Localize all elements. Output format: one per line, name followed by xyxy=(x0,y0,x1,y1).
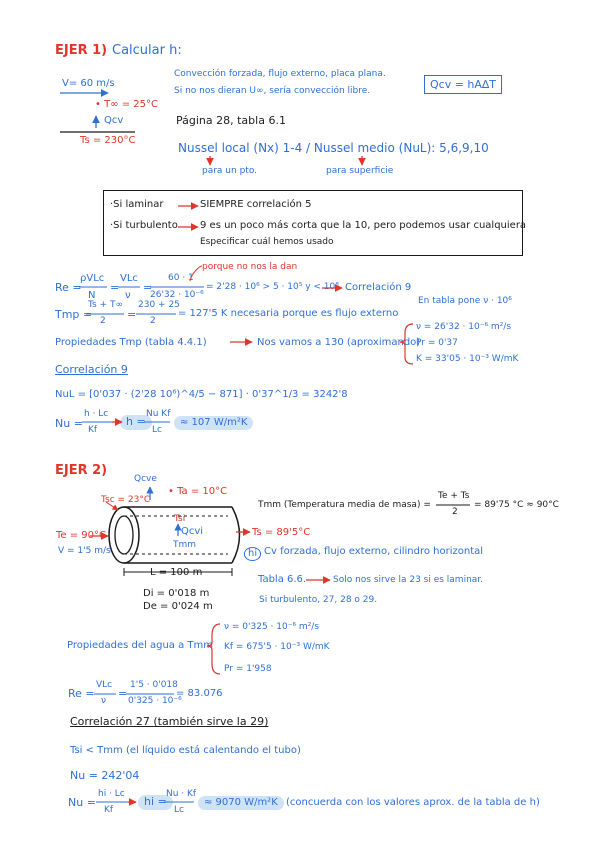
tsi-tmm-note: Tsi < Tmm (el líquido está calentando el tubo) xyxy=(70,745,301,756)
re-frac3-den: 26'32 · 10⁻⁶ xyxy=(150,290,204,300)
cv-description: Cv forzada, flujo externo, cilindro horizontal xyxy=(264,546,484,557)
convection-line-1: Convección forzada, flujo externo, placa plana. xyxy=(174,69,386,79)
nu2-frac-den: Kf xyxy=(104,805,114,815)
brace-properties-2 xyxy=(207,624,220,674)
h-equals: h = xyxy=(120,415,152,430)
nu-label: Nu = xyxy=(55,417,83,430)
prop-nu: ν = 26'32 · 10⁻⁶ m²/s xyxy=(416,322,512,332)
properties-label: Propiedades Tmp (tabla 4.4.1) xyxy=(55,337,207,348)
per-surface-note: para superficie xyxy=(326,166,394,176)
re-frac2-num: VLc xyxy=(120,273,138,284)
re2-equals: = xyxy=(118,687,128,700)
water-pr: Pr = 1'958 xyxy=(224,664,272,674)
hi-frac-num: Nu · Kf xyxy=(166,789,197,799)
properties-approx: Nos vamos a 130 (aproximando) xyxy=(257,337,421,348)
re2-frac2-den: 0'325 · 10⁻⁶ xyxy=(128,696,182,706)
nu-frac-num: h · Lc xyxy=(84,409,109,419)
ex1-task: Calcular h: xyxy=(112,43,182,58)
re-frac3-num: 60 · 1 xyxy=(168,273,194,283)
re-frac2-den: ν xyxy=(125,290,131,301)
re-result: = 2'28 · 10⁶ > 5 · 10⁵ y < 10⁸ xyxy=(206,282,339,292)
tsc-label: Tsc = 23°C xyxy=(101,495,151,505)
hi-circle: hi xyxy=(244,547,261,561)
tmp-equals: = xyxy=(127,308,137,321)
tmp-label: Tmp = xyxy=(55,308,93,321)
tmm-definition: Tmm (Temperatura media de masa) = xyxy=(258,500,431,510)
correlation-9-title: Correlación 9 xyxy=(55,363,128,376)
correlation-9-pointer: Correlación 9 xyxy=(345,282,412,293)
ta-label: • Ta = 10°C xyxy=(168,486,228,497)
rule-laminar: ·Si laminar xyxy=(110,199,164,210)
nu2-frac-num: hi · Lc xyxy=(98,789,125,799)
re-equals-2: = xyxy=(143,281,153,294)
tmp-result: = 127'5 K necesaria porque es flujo externo xyxy=(178,308,399,319)
tmp-frac2-den: 2 xyxy=(150,316,156,326)
te-label: Te = 90°C xyxy=(56,530,107,541)
nul-formula: NuL = [0'037 · (2'28 10⁶)^4/5 − 871] · 0'37^1/3 = 3242'8 xyxy=(55,389,348,400)
re2-label: Re = xyxy=(68,687,95,700)
water-properties-label: Propiedades del agua a Tmm xyxy=(67,640,213,651)
hi-equals: hi = xyxy=(138,795,173,810)
velocity-label: V= 60 m/s xyxy=(62,78,115,89)
water-kf: Kf = 675'5 · 10⁻³ W/mK xyxy=(224,642,330,652)
re-frac1-den: N xyxy=(88,290,96,301)
di-label: Di = 0'018 m xyxy=(143,588,210,599)
nusselt-local: Nussel local (Nx) 1-4 xyxy=(178,141,303,155)
tmp-frac2-num: 230 + 25 xyxy=(138,300,180,310)
ts-out-label: Ts = 89'5°C xyxy=(252,527,311,538)
tmm-label: Tmm xyxy=(173,540,197,550)
re2-value: = 83.076 xyxy=(176,688,223,699)
re2-frac1-num: VLc xyxy=(96,680,113,690)
correlation-27-title: Correlación 27 (también sirve la 29) xyxy=(70,715,269,728)
turbulent-options: Si turbulento, 27, 28 o 29. xyxy=(259,595,378,605)
tsi-label: Tsi xyxy=(174,514,186,524)
per-point-note: para un pto. xyxy=(202,166,258,176)
tmp-frac1-den: 2 xyxy=(100,316,106,326)
note-curve xyxy=(190,266,202,281)
h-frac-den: Lc xyxy=(152,425,162,435)
prop-k: K = 33'05 · 10⁻³ W/mK xyxy=(416,354,519,364)
table-6-6-note: Solo nos sirve la 23 si es laminar. xyxy=(333,575,484,585)
tmm-frac-den: 2 xyxy=(452,507,458,517)
de-label: De = 0'024 m xyxy=(143,601,213,612)
note-not-given: porque no nos la dan xyxy=(202,262,298,272)
re-equals: = xyxy=(110,281,120,294)
nu-value: Nu = 242'04 xyxy=(70,769,140,782)
hi-result: ≈ 9070 W/m²K xyxy=(198,796,284,810)
qcv-label: Qcv xyxy=(104,115,124,126)
ts-label: Ts = 230°C xyxy=(80,135,136,146)
hi-frac-den: Lc xyxy=(174,805,184,815)
re-label: Re = xyxy=(55,281,82,294)
v-label: V = 1'5 m/s xyxy=(58,546,111,556)
prop-pr: Pr = 0'37 xyxy=(416,338,458,348)
ex1-title: EJER 1) xyxy=(55,43,108,58)
h-frac-num: Nu Kf xyxy=(146,409,171,419)
ex2-title: EJER 2) xyxy=(55,463,108,478)
rule-laminar-result: SIEMPRE correlación 5 xyxy=(200,199,312,210)
fraction-bars-2 xyxy=(94,694,197,802)
agreement-note: (concuerda con los valores aprox. de la tabla de h) xyxy=(286,797,540,808)
qcve-label: Qcve xyxy=(134,474,157,484)
t-inf-label: • T∞ = 25°C xyxy=(95,99,158,110)
qcvi-label: Qcvi xyxy=(181,526,204,537)
nu-frac-den: Kf xyxy=(88,425,98,435)
table-note: En tabla pone ν · 10⁶ xyxy=(418,296,512,306)
re2-frac2-num: 1'5 · 0'018 xyxy=(130,680,178,690)
re-frac1-num: ρVLc xyxy=(80,273,105,284)
nusselt-mean: / Nussel medio (NuL): 5,6,9,10 xyxy=(306,141,489,155)
formula-box: Qcv = hA∆T xyxy=(424,75,502,94)
page-reference: Página 28, tabla 6.1 xyxy=(176,114,286,127)
fraction-bars-1 xyxy=(79,287,204,422)
rule-specify: Especificar cuál hemos usado xyxy=(200,237,334,247)
table-6-6: Tabla 6.6. xyxy=(258,574,307,585)
tube-sketch xyxy=(90,487,250,576)
tmp-frac1-num: Ts + T∞ xyxy=(88,300,123,310)
length-label: L = 100 m xyxy=(150,567,203,578)
tmm-value: = 89'75 °C ≈ 90°C xyxy=(474,500,559,510)
rule-turbulent: ·Si turbulento xyxy=(110,220,178,231)
nu2-label: Nu = xyxy=(68,796,96,809)
tmm-frac-num: Te + Ts xyxy=(438,491,470,501)
brace-properties-1 xyxy=(400,324,413,364)
plate-sketch xyxy=(60,93,135,132)
re2-frac1-den: ν xyxy=(101,696,107,706)
water-nu: ν = 0'325 · 10⁻⁶ m²/s xyxy=(224,622,320,632)
h-result: ≈ 107 W/m²K xyxy=(174,416,253,430)
rule-turbulent-result: 9 es un poco más corta que la 10, pero podemos usar cualquiera xyxy=(200,220,527,231)
convection-line-2: Si no nos dieran U∞, sería convección libre. xyxy=(174,86,371,96)
